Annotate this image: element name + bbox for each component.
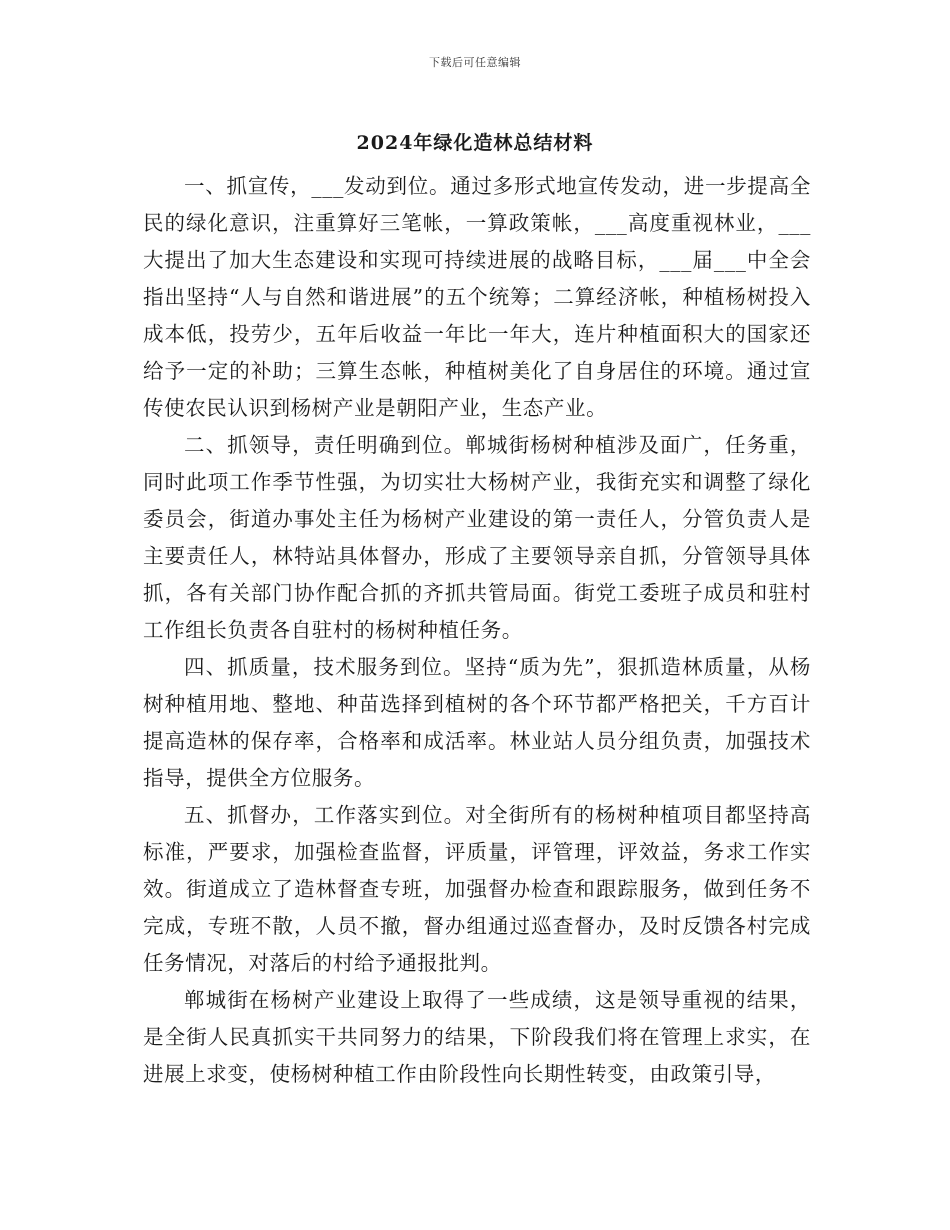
paragraph-quality: 四、抓质量，技术服务到位。坚持“质为先”，狠抓造林质量，从杨树种植用地、整地、种苗选择到植树的各个环节都严格把关，千方百计提高造林的保存率，合格率和成活率。林业站人员分组负责，加强技术指导，提供全方位服务。 — [143, 655, 811, 790]
paragraph-supervision: 五、抓督办，工作落实到位。对全街所有的杨树种植项目都坚持高标准，严要求，加强检查监督，评质量，评管理，评效益，务求工作实效。街道成立了造林督查专班，加强督办检查和跟踪服务，做到任务不完成，专班不散，人员不撤，督办组通过巡查督办，及时反馈各村完成任务情况，对落后的村给予通报批判。 — [143, 803, 811, 975]
paragraph-leadership: 二、抓领导，责任明确到位。郸城街杨树种植涉及面广，任务重，同时此项工作季节性强，为切实壮大杨树产业，我街充实和调整了绿化委员会，街道办事处主任为杨树产业建设的第一责任人，分管负责人是主要责任人，林特站具体督办，形成了主要领导亲自抓，分管领导具体抓，各有关部门协作配合抓的齐抓共管局面。街党工委班子成员和驻村工作组长负责各自驻村的杨树种植任务。 — [143, 433, 811, 642]
paragraph-conclusion: 郸城街在杨树产业建设上取得了一些成绩，这是领导重视的结果，是全街人民真抓实干共同努力的结果，下阶段我们将在管理上求实，在进展上求变，使杨树种植工作由阶段性向长期性转变，由政策引导， — [143, 988, 811, 1086]
document-title: 2024年绿化造林总结材料 — [356, 132, 594, 154]
header-note: 下载后可任意编辑 — [429, 56, 521, 69]
document-body — [143, 168, 811, 1093]
paragraph-publicity: 一、抓宣传，___发动到位。通过多形式地宣传发动，进一步提高全民的绿化意识，注重算好三笔帐，一算政策帐，___高度重视林业，___大提出了加大生态建设和实现可持续进展的战略目标，___届___中全会指出坚持“人与自然和谐进展”的五个统筹；二算经济帐，种植杨树投入成本低，投劳少，五年后收益一年比一年大，连片种植面积大的国家还给予一定的补助；三算生态帐，种植树美化了自身居住的环境。通过宣传使农民认识到杨树产业是朝阳产业，生态产业。 — [143, 174, 811, 420]
